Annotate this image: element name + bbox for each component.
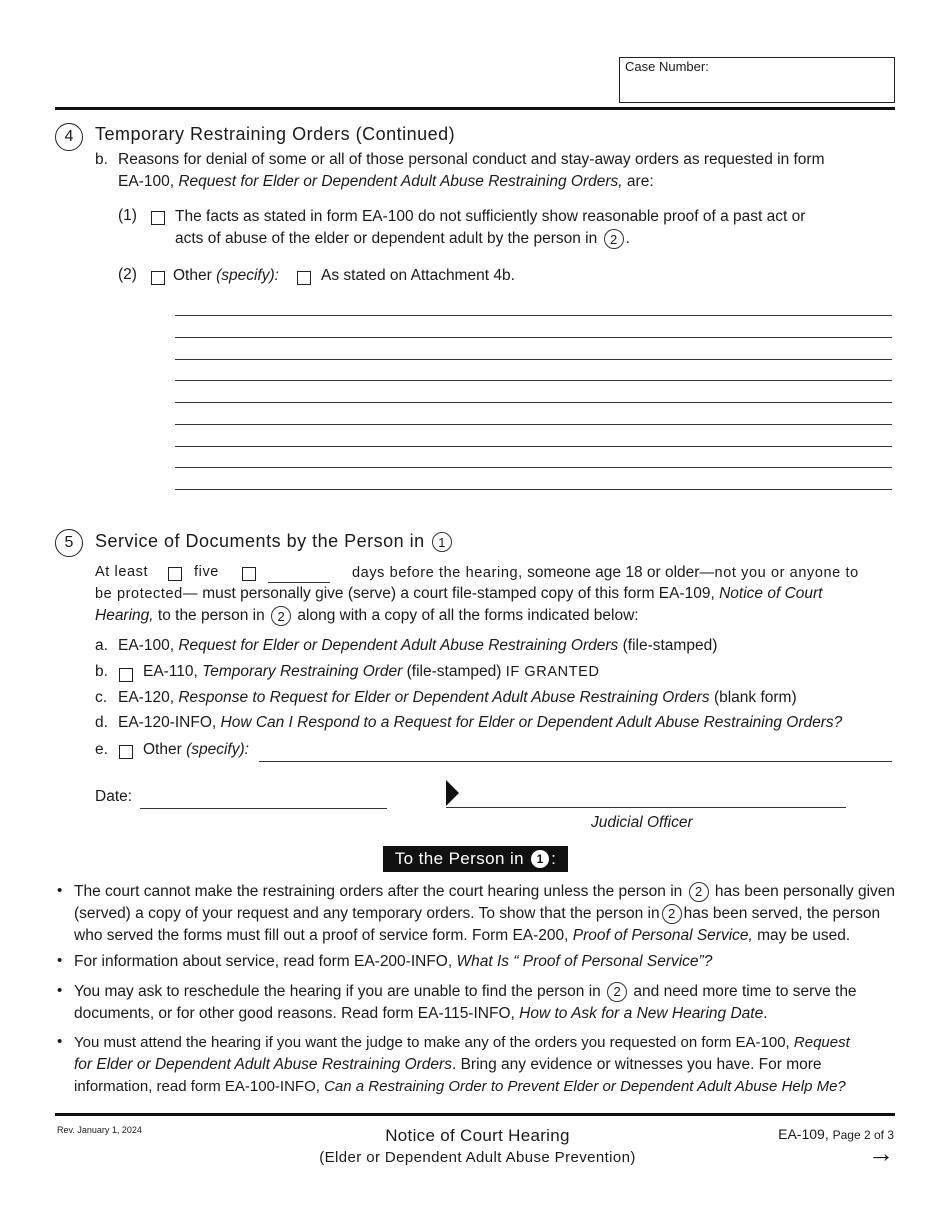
bullet-4: You must attend the hearing if you want the judge to make any of the orders you requested on form EA-100, Request for Elder or Dependent Adult Abuse Restraining Orders. Bring any evidence or witnesses you have. For more information, read form EA-100-INFO, Can a Restraining Order to Prevent Elder or Dependent Adult Abuse Help Me? xyxy=(74,1034,850,1095)
list-item-a: EA-100, Request for Elder or Dependent Adult Abuse Restraining Orders (file-stamped) xyxy=(118,637,718,654)
case-number-label: Case Number: xyxy=(625,59,709,74)
item-1-number: (1) xyxy=(118,207,137,224)
at-least-label: At least xyxy=(95,564,149,580)
list-letter-a: a. xyxy=(95,637,108,654)
five-label: five xyxy=(194,564,219,580)
bullet-dot-1: • xyxy=(57,882,63,899)
specify-line-9[interactable] xyxy=(175,489,892,490)
date-label: Date: xyxy=(95,788,133,805)
next-page-arrow-icon[interactable]: → xyxy=(868,1138,894,1168)
item-1-checkbox[interactable] xyxy=(151,211,165,225)
item-2-number: (2) xyxy=(118,266,137,283)
section-4b-text-line2: EA-100, Request for Elder or Dependent Adult Abuse Restraining Orders, are: xyxy=(118,173,654,190)
list-item-d: EA-120-INFO, How Can I Respond to a Request for Elder or Dependent Adult Abuse Restraining Orders? xyxy=(118,714,843,731)
para2-text: be protected— must personally give (serve) a court file-stamped copy of this form EA-109, Notice of Court xyxy=(95,585,823,602)
date-field[interactable] xyxy=(140,808,387,809)
signature-arrow-icon xyxy=(446,780,459,806)
specify-line-5[interactable] xyxy=(175,402,892,403)
judicial-officer-label: Judicial Officer xyxy=(591,814,693,831)
custom-days-field[interactable] xyxy=(268,582,330,583)
bottom-rule xyxy=(55,1113,895,1116)
bullet-1: The court cannot make the restraining orders after the court hearing unless the person in 2 has been personally given (served) a copy of your request and any temporary orders. To show that the person in 2 has been served, the person who served the forms must fill out a proof of service form. Form EA-200, Proof of Personal Service, may be used. xyxy=(74,883,896,944)
top-rule xyxy=(55,107,895,110)
specify-line-1[interactable] xyxy=(175,315,892,316)
bullet-dot-3: • xyxy=(57,982,63,999)
section-5-number: 5 xyxy=(55,529,83,557)
case-number-box[interactable] xyxy=(619,57,895,103)
section-4-title: Temporary Restraining Orders (Continued) xyxy=(95,124,456,144)
bullet-dot-4: • xyxy=(57,1033,63,1050)
list-letter-b: b. xyxy=(95,663,108,680)
person-2-circle: 2 xyxy=(271,606,291,626)
item-2-other-label: Other (specify): xyxy=(173,267,279,284)
specify-line-3[interactable] xyxy=(175,359,892,360)
section-5-title: Service of Documents by the Person in 1 xyxy=(95,531,454,552)
section-4-number: 4 xyxy=(55,123,83,151)
footer-subtitle: (Elder or Dependent Adult Abuse Prevention) xyxy=(319,1149,636,1166)
specify-line-6[interactable] xyxy=(175,424,892,425)
bullet-2: For information about service, read form EA-200-INFO, What Is “ Proof of Personal Service”? xyxy=(74,953,713,970)
specify-line-2[interactable] xyxy=(175,337,892,338)
list-letter-e: e. xyxy=(95,741,108,758)
revision-date: Rev. January 1, 2024 xyxy=(57,1125,142,1135)
custom-days-checkbox[interactable] xyxy=(242,567,256,581)
form-id-page: EA-109, Page 2 of 3 xyxy=(778,1126,894,1142)
bullet-3: You may ask to reschedule the hearing if you are unable to find the person in 2 and need more time to serve the documents, or for other good reasons. Read form EA-115-INFO, How to Ask for a New Hearing Date. xyxy=(74,983,857,1022)
specify-line-4[interactable] xyxy=(175,380,892,381)
footer-title: Notice of Court Hearing xyxy=(385,1126,570,1145)
to-person-banner: To the Person in 1 : xyxy=(383,846,568,872)
bullet-dot-2: • xyxy=(57,952,63,969)
list-item-e-checkbox[interactable] xyxy=(119,745,133,759)
list-item-b-checkbox[interactable] xyxy=(119,668,133,682)
section-4b-letter: b. xyxy=(95,151,108,168)
list-item-e-label: Other (specify): xyxy=(143,741,249,758)
specify-line-8[interactable] xyxy=(175,467,892,468)
specify-line-7[interactable] xyxy=(175,446,892,447)
list-letter-c: c. xyxy=(95,689,108,706)
person-1-circle: 1 xyxy=(432,532,452,552)
attachment-4b-label: As stated on Attachment 4b. xyxy=(321,267,515,284)
item-1-text-line2: acts of abuse of the elder or dependent adult by the person in 2 . xyxy=(175,230,630,248)
list-item-b: EA-110, Temporary Restraining Order (file-stamped) IF GRANTED xyxy=(143,663,600,680)
list-letter-d: d. xyxy=(95,714,108,731)
section-4b-text-line1: Reasons for denial of some or all of those personal conduct and stay-away orders as requested in form xyxy=(118,151,825,168)
item-1-text-line1: The facts as stated in form EA-100 do not sufficiently show reasonable proof of a past act or xyxy=(175,208,806,225)
para1-text: days before the hearing, someone age 18 or older—not you or anyone to xyxy=(352,564,859,581)
other-specify-field[interactable] xyxy=(259,761,892,762)
list-item-c: EA-120, Response to Request for Elder or Dependent Adult Abuse Restraining Orders (blank form) xyxy=(118,689,797,706)
at-least-checkbox[interactable] xyxy=(168,567,182,581)
person-1-filled-circle: 1 xyxy=(531,850,549,868)
item-2-other-checkbox[interactable] xyxy=(151,271,165,285)
judicial-officer-signature-field[interactable] xyxy=(446,807,846,808)
attachment-4b-checkbox[interactable] xyxy=(297,271,311,285)
person-2-circle: 2 xyxy=(604,229,624,249)
para3-text: Hearing, to the person in 2 along with a copy of all the forms indicated below: xyxy=(95,607,639,625)
